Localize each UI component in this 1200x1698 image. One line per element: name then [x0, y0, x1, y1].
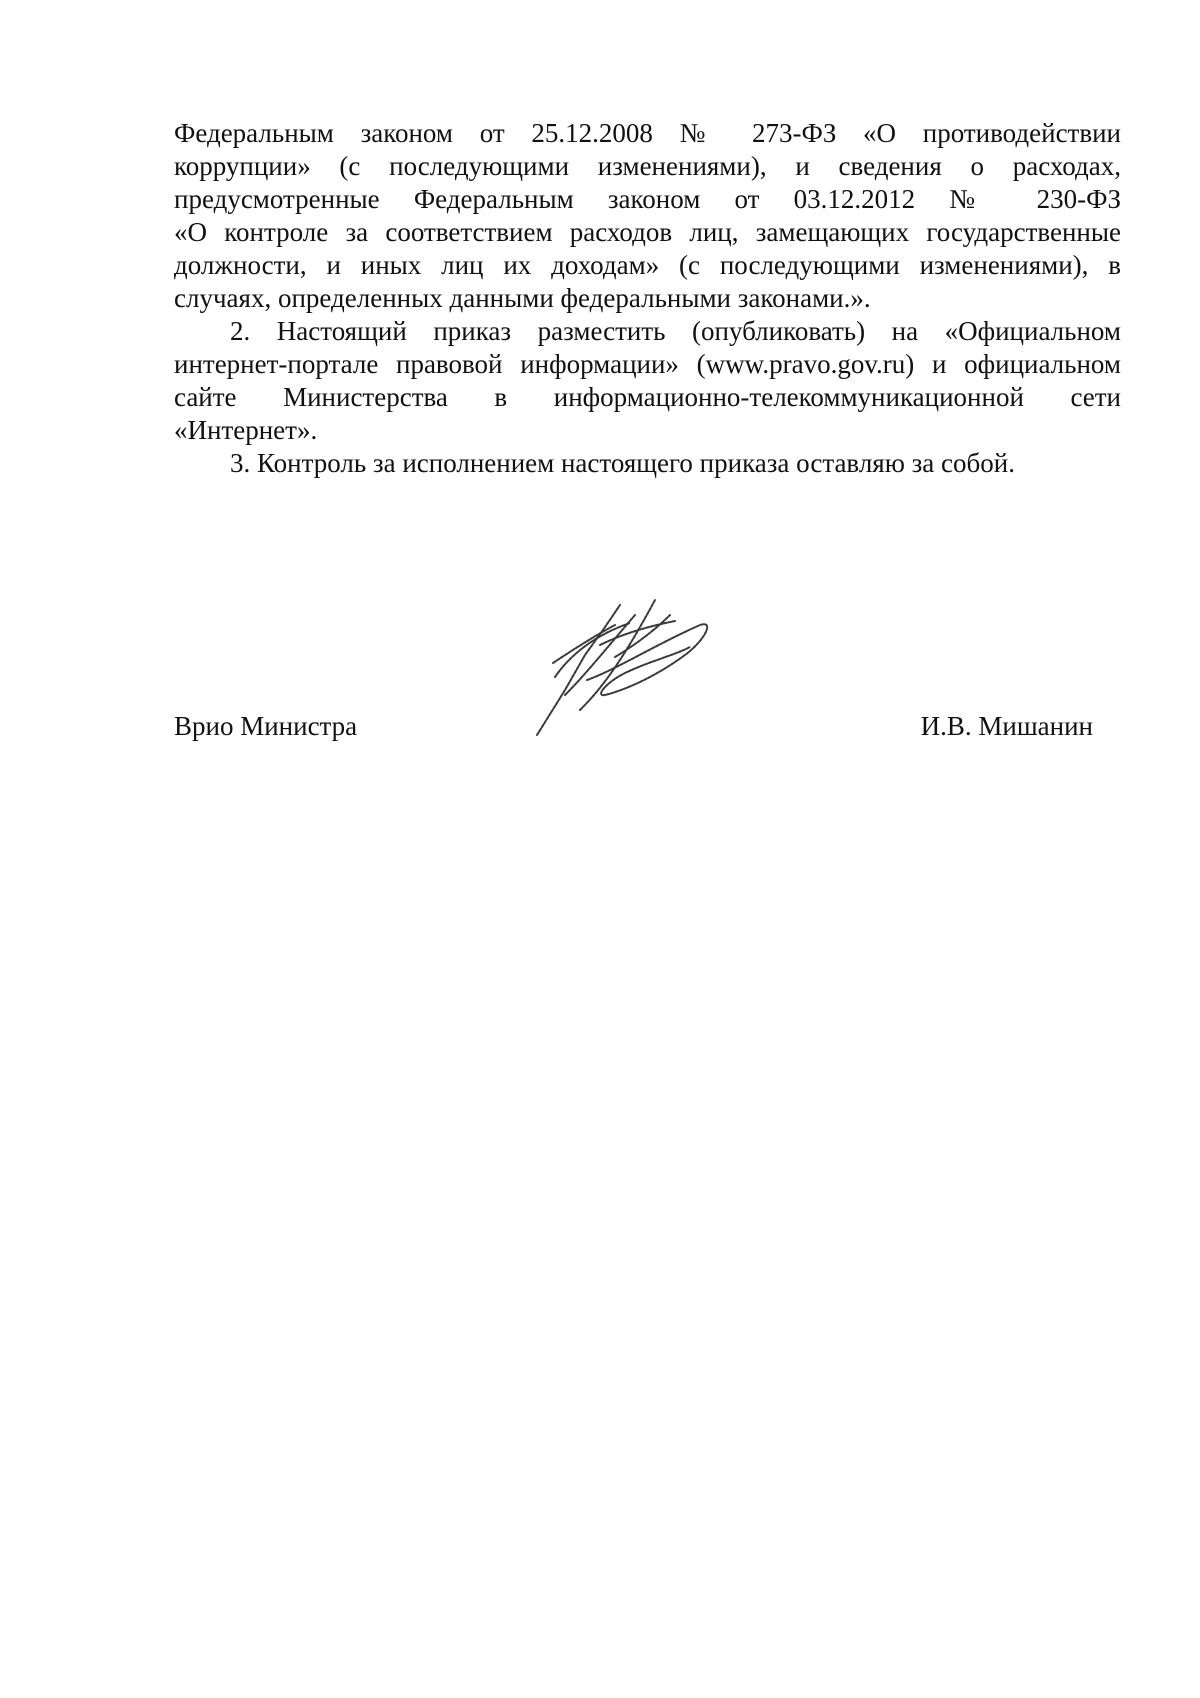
text-line: сайте Министерства в информационно-телекоммуникационной сети	[174, 382, 1121, 412]
text-line: 3. Контроль за исполнением настоящего приказа оставляю за собой.	[230, 448, 1015, 478]
document-body	[174, 117, 1121, 480]
text-line: «О контроле за соответствием расходов лиц, замещающих государственные	[174, 217, 1121, 247]
text-line: 2. Настоящий приказ разместить (опубликовать) на «Официальном	[230, 316, 1121, 346]
paragraph-3-control	[174, 447, 1121, 480]
text-line: предусмотренные Федеральным законом от 03.12.2012 № 230-ФЗ	[174, 184, 1121, 214]
text-line: случаях, определенных данными федеральными законами.».	[174, 283, 871, 313]
handwritten-signature-icon	[525, 585, 725, 745]
signatory-position: Врио Министра	[174, 711, 358, 741]
text-line: должности, и иных лиц их доходам» (с последующими изменениями), в	[174, 250, 1121, 280]
text-line: коррупции» (с последующими изменениями), и сведения о расходах,	[174, 151, 1121, 181]
text-line: интернет-портале правовой информации» (www.pravo.gov.ru) и официальном	[174, 349, 1121, 379]
text-line: Федеральным законом от 25.12.2008 № 273-ФЗ «О противодействии	[174, 118, 1121, 148]
paragraph-continuation	[174, 117, 1121, 315]
paragraph-2-publication	[174, 315, 1121, 447]
signatory-name: И.В. Мишанин	[920, 711, 1093, 741]
text-line: «Интернет».	[174, 415, 318, 445]
